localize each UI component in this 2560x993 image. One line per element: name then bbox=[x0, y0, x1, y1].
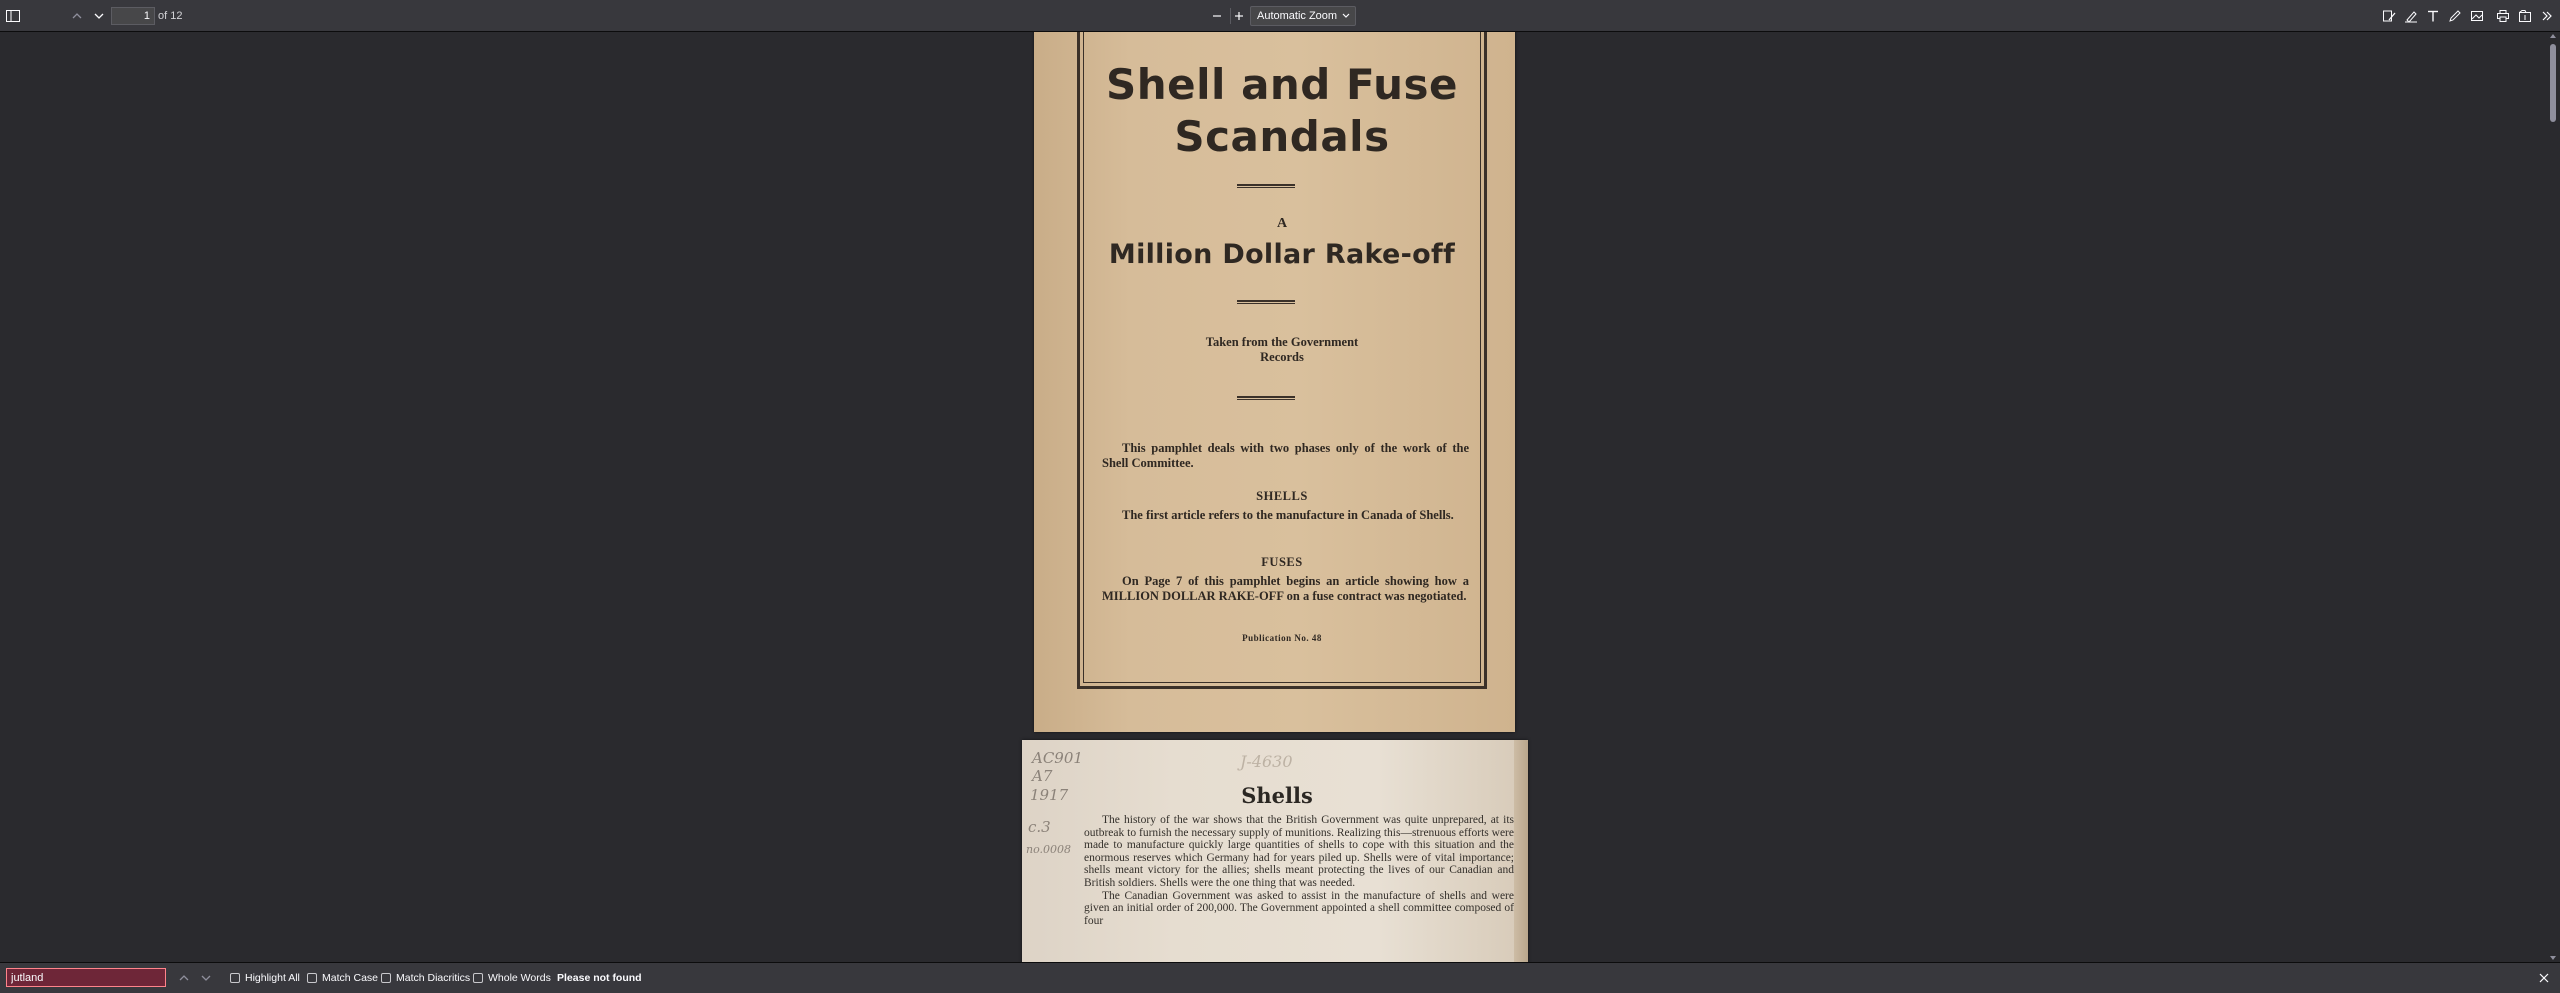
highlight-all-label: Highlight All bbox=[245, 972, 300, 984]
tools-menu-button[interactable] bbox=[2536, 5, 2558, 27]
checkbox-box[interactable] bbox=[473, 973, 483, 983]
zoom-select-value: Automatic Zoom bbox=[1257, 10, 1338, 22]
find-status-message: Please not found bbox=[557, 972, 642, 984]
handwritten-catalog-number: J-4630 bbox=[1240, 752, 1293, 771]
cover-shells-paragraph: The first article refers to the manufacture in Canada of Shells. bbox=[1122, 508, 1454, 522]
cover-a-letter: A bbox=[1276, 216, 1288, 231]
close-icon bbox=[2539, 973, 2549, 983]
edit-pdf-button[interactable] bbox=[2378, 5, 2400, 27]
document-viewer[interactable] bbox=[0, 32, 2560, 962]
highlight-icon bbox=[2404, 9, 2418, 23]
match-case-label: Match Case bbox=[322, 972, 379, 984]
edit-pdf-icon bbox=[2382, 9, 2396, 23]
print-button[interactable] bbox=[2492, 5, 2514, 27]
page-number-input[interactable] bbox=[111, 7, 155, 25]
page-edge-shadow bbox=[1514, 740, 1528, 962]
article-title: Shells bbox=[1241, 783, 1313, 808]
article-paragraph: The Canadian Government was asked to assist in the manufacture of shells and were given an initial order of 200,000. The Government appointed a shell committee composed of four bbox=[1084, 889, 1514, 927]
chevron-down-icon bbox=[1341, 10, 1351, 22]
find-bar bbox=[0, 962, 2560, 993]
match-diacritics-checkbox[interactable] bbox=[381, 972, 470, 984]
sidebar-toggle-icon bbox=[6, 10, 20, 22]
checkbox-box[interactable] bbox=[381, 973, 391, 983]
chevron-down-icon bbox=[94, 12, 104, 20]
chevron-up-icon bbox=[72, 12, 82, 20]
cover-title-line-2: Scandals bbox=[1174, 112, 1390, 161]
checkbox-box[interactable] bbox=[307, 973, 317, 983]
cover-heading-shells: SHELLS bbox=[1256, 489, 1308, 503]
cover-heading-fuses: FUSES bbox=[1261, 555, 1303, 569]
print-icon bbox=[2496, 9, 2510, 23]
tools-icon bbox=[2540, 9, 2554, 23]
chevron-up-icon bbox=[179, 974, 189, 982]
draw-icon bbox=[2448, 9, 2462, 23]
decorative-rule bbox=[1237, 184, 1295, 188]
cover-publication-number: Publication No. 48 bbox=[1242, 633, 1322, 643]
text-button[interactable] bbox=[2422, 5, 2444, 27]
match-case-checkbox[interactable] bbox=[307, 972, 378, 984]
handwritten-note: AC901 bbox=[1032, 749, 1083, 767]
minus-icon bbox=[1212, 11, 1222, 21]
cover-source-line-2: Records bbox=[1260, 350, 1304, 364]
next-page-button[interactable] bbox=[88, 5, 110, 27]
text-icon bbox=[2426, 9, 2440, 23]
match-diacritics-label: Match Diacritics bbox=[396, 972, 471, 984]
highlight-button[interactable] bbox=[2400, 5, 2422, 27]
whole-words-label: Whole Words bbox=[488, 972, 551, 984]
zoom-out-button[interactable] bbox=[1206, 5, 1228, 27]
plus-icon bbox=[1234, 11, 1244, 21]
handwritten-note: no.0008 bbox=[1026, 843, 1072, 856]
sidebar-toggle-button[interactable] bbox=[2, 5, 24, 27]
save-icon bbox=[2518, 9, 2532, 23]
scrollbar-thumb[interactable] bbox=[2550, 44, 2556, 122]
decorative-rule bbox=[1237, 300, 1295, 304]
find-previous-button[interactable] bbox=[175, 970, 193, 986]
save-button[interactable] bbox=[2514, 5, 2536, 27]
whole-words-checkbox[interactable] bbox=[473, 972, 551, 984]
previous-page-button[interactable] bbox=[66, 5, 88, 27]
add-image-button[interactable] bbox=[2466, 5, 2488, 27]
cover-title-line-1: Shell and Fuse bbox=[1106, 60, 1458, 109]
find-next-button[interactable] bbox=[197, 970, 215, 986]
handwritten-note: 1917 bbox=[1030, 786, 1069, 804]
cover-source-line-1: Taken from the Government bbox=[1205, 335, 1359, 349]
draw-button[interactable] bbox=[2444, 5, 2466, 27]
scroll-down-arrow-icon[interactable] bbox=[2549, 955, 2557, 961]
handwritten-note: A7 bbox=[1032, 767, 1053, 785]
cover-intro-paragraph: This pamphlet deals with two phases only of the work of the Shell Committee. bbox=[1102, 441, 1469, 470]
article-paragraph: The history of the war shows that the British Government was quite unprepared, at its outbreak to furnish the necessary supply of munitions. Realizing this—strenuous efforts were made to manufacture quickly large quantities of shells to cope with this situation and the enormous reserves which Germany had for years piled up. Shells were of vital importance; shells meant victory for the allies; shells meant protecting the lives of our Canadian and British soldiers. Shells were the one thing that was needed. bbox=[1084, 814, 1514, 889]
article-body bbox=[1084, 814, 1514, 927]
page-count-label: of 12 bbox=[158, 10, 183, 22]
close-find-bar-button[interactable] bbox=[2536, 970, 2552, 986]
checkbox-box[interactable] bbox=[230, 973, 240, 983]
zoom-select[interactable] bbox=[1250, 6, 1356, 26]
handwritten-note: c.3 bbox=[1028, 818, 1051, 836]
scroll-up-arrow-icon[interactable] bbox=[2549, 33, 2557, 39]
find-input[interactable] bbox=[6, 968, 166, 987]
zoom-in-button[interactable] bbox=[1228, 5, 1250, 27]
image-icon bbox=[2470, 9, 2484, 23]
cover-fuses-paragraph: On Page 7 of this pamphlet begins an article showing how a MILLION DOLLAR RAKE-OFF on a fuse contract was negotiated. bbox=[1102, 574, 1469, 603]
pdf-page-1 bbox=[1034, 32, 1515, 732]
pdf-toolbar bbox=[0, 0, 2560, 32]
chevron-down-icon bbox=[201, 974, 211, 982]
cover-subtitle: Million Dollar Rake-off bbox=[1108, 239, 1456, 270]
decorative-rule bbox=[1237, 396, 1295, 400]
vertical-scrollbar[interactable] bbox=[2546, 32, 2560, 962]
pdf-page-2 bbox=[1022, 740, 1528, 962]
highlight-all-checkbox[interactable] bbox=[230, 972, 300, 984]
